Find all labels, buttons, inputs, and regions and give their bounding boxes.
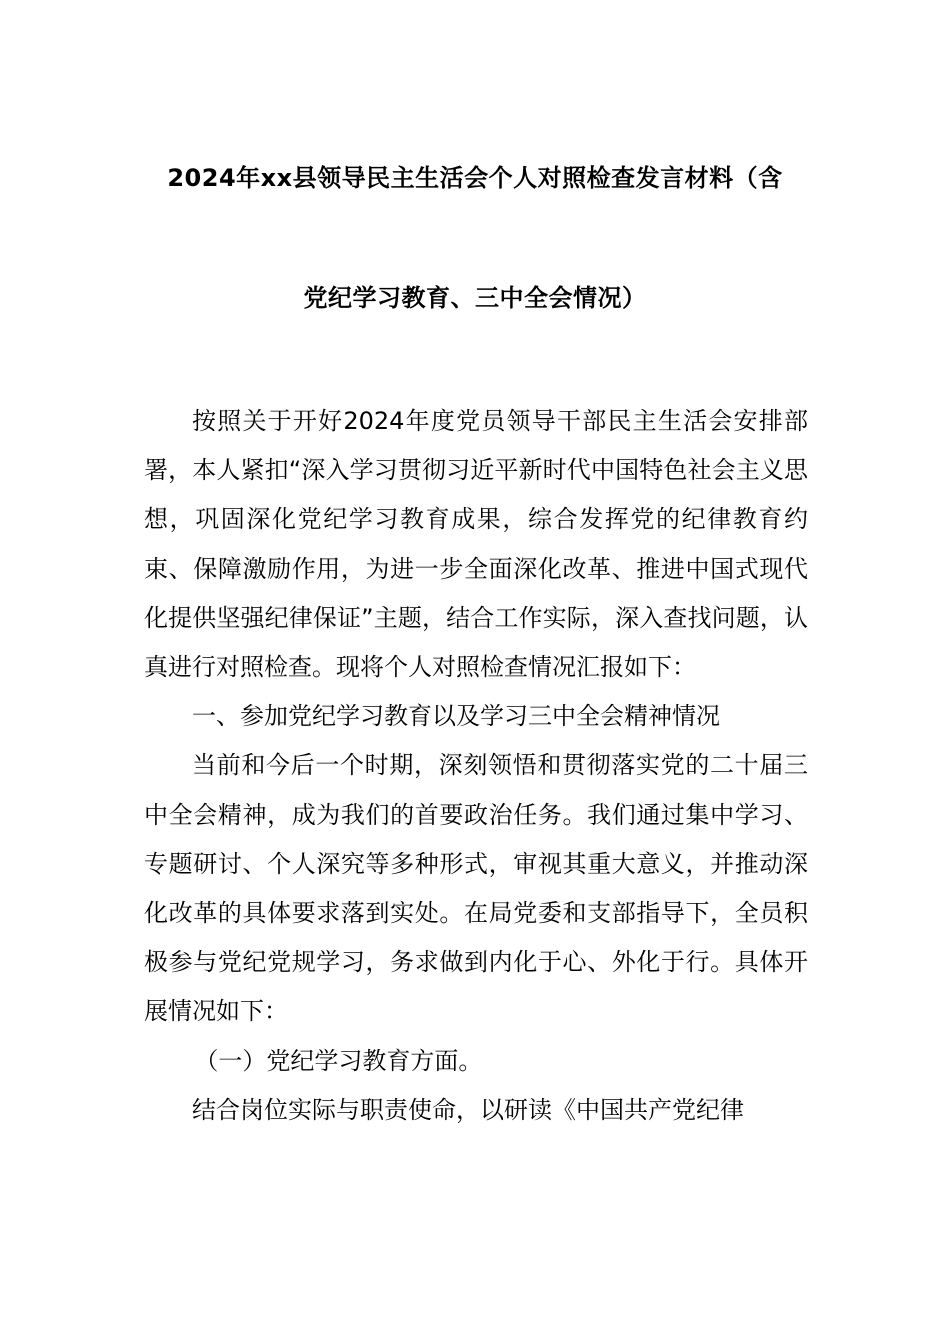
- paragraph-section-1: 当前和今后一个时期，深刻领悟和贯彻落实党的二十届三中全会精神，成为我们的首要政治任务。我们通过集中学习、专题研讨、个人深究等多种形式，审视其重大意义，并推动深化改革的具体要求落到实处。在局党委和支部指导下，全员积极参与党纪党规学习，务求做到内化于心、外化于行。具体开展情况如下：: [144, 751, 808, 1026]
- document-body: [144, 397, 808, 1135]
- document-title-line-2: 党纪学习教育、三中全会情况）: [303, 284, 647, 312]
- document-title-line-1: 2024年xx县领导民主生活会个人对照检查发言材料（含: [167, 164, 783, 192]
- paragraph-subsection-1: 结合岗位实际与职责使命，以研读《中国共产党纪律: [192, 1095, 744, 1124]
- section-heading-1: 一、参加党纪学习教育以及学习三中全会精神情况: [192, 702, 720, 731]
- paragraph-intro: 按照关于开好2024年度党员领导干部民主生活会安排部署，本人紧扣“深入学习贯彻习近平新时代中国特色社会主义思想，巩固深化党纪学习教育成果，综合发挥党的纪律教育约束、保障激励作用，为进一步全面深化改革、推进中国式现代化提供坚强纪律保证”主题，结合工作实际，深入查找问题，认真进行对照检查。现将个人对照检查情况汇报如下：: [144, 407, 808, 682]
- subsection-heading-1: （一）党纪学习教育方面。: [194, 1046, 483, 1075]
